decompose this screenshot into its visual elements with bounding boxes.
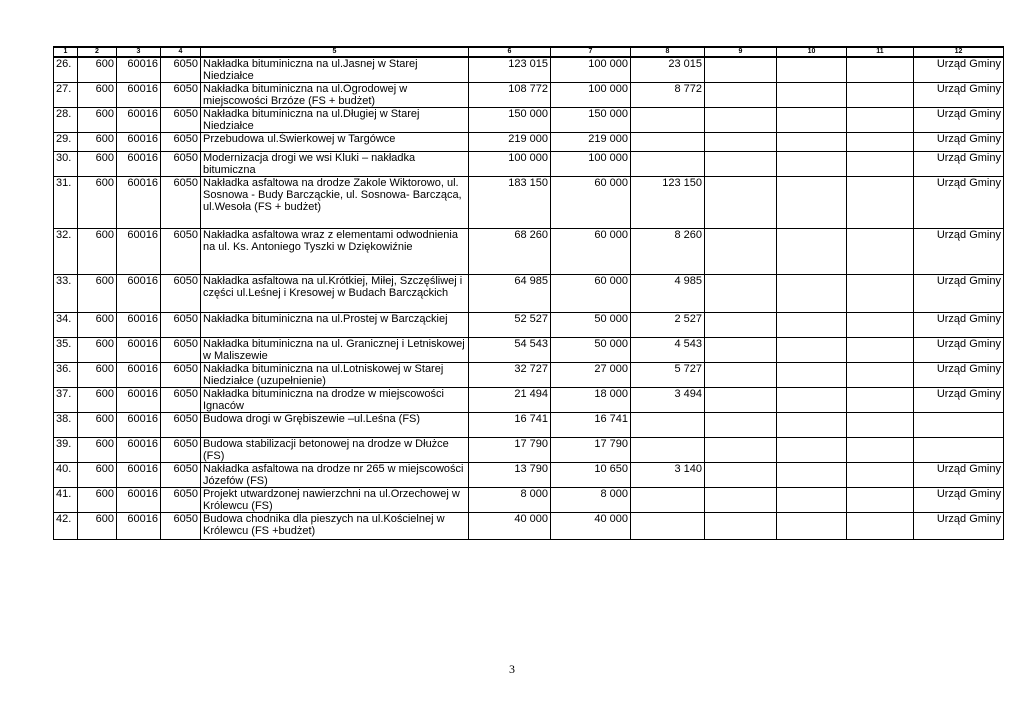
description-cell: Nakładka bituminiczna na ul. Granicznej i Letniskowej w Maliszewie	[201, 338, 469, 363]
paragraf-cell: 6050	[161, 108, 201, 133]
paragraf-cell: 6050	[161, 463, 201, 488]
amount-col11-cell	[847, 275, 914, 313]
unit-cell: Urząd Gminy	[914, 57, 1004, 83]
amount-col9-cell	[705, 229, 777, 275]
column-number-header	[54, 47, 1004, 57]
amount-col10-cell	[777, 57, 847, 83]
description-cell: Modernizacja drogi we wsi Kluki – nakładka bitumiczna	[201, 152, 469, 177]
row-number-cell: 34.	[54, 313, 78, 338]
amount-col10-cell	[777, 275, 847, 313]
paragraf-cell: 6050	[161, 133, 201, 152]
rozdzial-cell: 60016	[117, 313, 161, 338]
header-cell: 5	[201, 47, 469, 57]
table-row	[54, 313, 1004, 338]
rozdzial-cell: 60016	[117, 83, 161, 108]
amount-col9-cell	[705, 413, 777, 438]
paragraf-cell: 6050	[161, 177, 201, 229]
amount-col11-cell	[847, 388, 914, 413]
amount-2008-cell: 219 000	[551, 133, 631, 152]
amount-other-cell	[631, 438, 705, 463]
amount-2008-cell: 60 000	[551, 229, 631, 275]
amount-col9-cell	[705, 363, 777, 388]
table-row	[54, 438, 1004, 463]
table-row	[54, 338, 1004, 363]
table-row	[54, 229, 1004, 275]
paragraf-cell: 6050	[161, 313, 201, 338]
amount-total-cell: 150 000	[469, 108, 551, 133]
amount-2008-cell: 60 000	[551, 275, 631, 313]
amount-other-cell	[631, 152, 705, 177]
unit-cell: Urząd Gminy	[914, 108, 1004, 133]
row-number-cell: 36.	[54, 363, 78, 388]
amount-col9-cell	[705, 133, 777, 152]
header-cell: 12	[914, 47, 1004, 57]
amount-2008-cell: 16 741	[551, 413, 631, 438]
dzial-cell: 600	[78, 363, 117, 388]
header-cell: 8	[631, 47, 705, 57]
amount-2008-cell: 100 000	[551, 152, 631, 177]
rozdzial-cell: 60016	[117, 177, 161, 229]
amount-2008-cell: 18 000	[551, 388, 631, 413]
header-cell: 3	[117, 47, 161, 57]
paragraf-cell: 6050	[161, 57, 201, 83]
amount-2008-cell: 40 000	[551, 513, 631, 540]
rozdzial-cell: 60016	[117, 133, 161, 152]
dzial-cell: 600	[78, 177, 117, 229]
amount-col10-cell	[777, 488, 847, 513]
paragraf-cell: 6050	[161, 513, 201, 540]
paragraf-cell: 6050	[161, 413, 201, 438]
amount-col11-cell	[847, 438, 914, 463]
amount-col10-cell	[777, 438, 847, 463]
table-row	[54, 388, 1004, 413]
amount-total-cell: 64 985	[469, 275, 551, 313]
header-cell: 9	[705, 47, 777, 57]
row-number-cell: 37.	[54, 388, 78, 413]
rozdzial-cell: 60016	[117, 388, 161, 413]
paragraf-cell: 6050	[161, 338, 201, 363]
rozdzial-cell: 60016	[117, 338, 161, 363]
page-number: 3	[509, 662, 515, 676]
amount-2008-cell: 100 000	[551, 83, 631, 108]
amount-2008-cell: 50 000	[551, 338, 631, 363]
description-cell: Nakładka asfaltowa wraz z elementami odwodnienia na ul. Ks. Antoniego Tyszki w Dziękowiźnie	[201, 229, 469, 275]
dzial-cell: 600	[78, 108, 117, 133]
amount-other-cell	[631, 513, 705, 540]
amount-col10-cell	[777, 133, 847, 152]
amount-other-cell: 8 772	[631, 83, 705, 108]
dzial-cell: 600	[78, 388, 117, 413]
amount-total-cell: 32 727	[469, 363, 551, 388]
amount-other-cell: 8 260	[631, 229, 705, 275]
description-cell: Nakładka bituminiczna na ul.Jasnej w Starej Niedziałce	[201, 57, 469, 83]
amount-total-cell: 16 741	[469, 413, 551, 438]
amount-col10-cell	[777, 413, 847, 438]
amount-total-cell: 68 260	[469, 229, 551, 275]
unit-cell: Urząd Gminy	[914, 488, 1004, 513]
amount-col9-cell	[705, 57, 777, 83]
table-row	[54, 177, 1004, 229]
amount-2008-cell: 50 000	[551, 313, 631, 338]
amount-total-cell: 52 527	[469, 313, 551, 338]
amount-other-cell	[631, 133, 705, 152]
dzial-cell: 600	[78, 438, 117, 463]
paragraf-cell: 6050	[161, 438, 201, 463]
description-cell: Nakładka bituminiczna na ul.Prostej w Barcząckiej	[201, 313, 469, 338]
amount-2008-cell: 150 000	[551, 108, 631, 133]
amount-col11-cell	[847, 177, 914, 229]
dzial-cell: 600	[78, 463, 117, 488]
rozdzial-cell: 60016	[117, 438, 161, 463]
description-cell: Budowa chodnika dla pieszych na ul.Kościelnej w Królewcu (FS +budżet)	[201, 513, 469, 540]
amount-col11-cell	[847, 229, 914, 275]
row-number-cell: 29.	[54, 133, 78, 152]
table-row	[54, 363, 1004, 388]
amount-col10-cell	[777, 388, 847, 413]
row-number-cell: 26.	[54, 57, 78, 83]
table-row	[54, 463, 1004, 488]
unit-cell: Urząd Gminy	[914, 338, 1004, 363]
row-number-cell: 28.	[54, 108, 78, 133]
amount-total-cell: 183 150	[469, 177, 551, 229]
amount-total-cell: 54 543	[469, 338, 551, 363]
amount-col11-cell	[847, 152, 914, 177]
amount-col9-cell	[705, 275, 777, 313]
row-number-cell: 35.	[54, 338, 78, 363]
amount-col11-cell	[847, 57, 914, 83]
header-cell: 4	[161, 47, 201, 57]
amount-col9-cell	[705, 313, 777, 338]
amount-other-cell: 123 150	[631, 177, 705, 229]
amount-total-cell: 219 000	[469, 133, 551, 152]
table-row	[54, 108, 1004, 133]
table-row	[54, 152, 1004, 177]
paragraf-cell: 6050	[161, 363, 201, 388]
unit-cell: Urząd Gminy	[914, 229, 1004, 275]
amount-other-cell: 23 015	[631, 57, 705, 83]
amount-other-cell: 2 527	[631, 313, 705, 338]
row-number-cell: 38.	[54, 413, 78, 438]
unit-cell: Urząd Gminy	[914, 363, 1004, 388]
amount-col9-cell	[705, 513, 777, 540]
amount-col10-cell	[777, 177, 847, 229]
table-row	[54, 488, 1004, 513]
amount-col10-cell	[777, 463, 847, 488]
amount-col9-cell	[705, 338, 777, 363]
header-cell: 10	[777, 47, 847, 57]
header-cell: 2	[78, 47, 117, 57]
description-cell: Nakładka asfaltowa na drodze nr 265 w miejscowości Józefów (FS)	[201, 463, 469, 488]
amount-col11-cell	[847, 363, 914, 388]
amount-col10-cell	[777, 363, 847, 388]
dzial-cell: 600	[78, 313, 117, 338]
paragraf-cell: 6050	[161, 83, 201, 108]
description-cell: Budowa drogi w Grębiszewie –ul.Leśna (FS)	[201, 413, 469, 438]
dzial-cell: 600	[78, 275, 117, 313]
description-cell: Nakładka bituminiczna na ul.Długiej w Starej Niedziałce	[201, 108, 469, 133]
amount-col9-cell	[705, 83, 777, 108]
amount-total-cell: 13 790	[469, 463, 551, 488]
amount-total-cell: 8 000	[469, 488, 551, 513]
unit-cell: Urząd Gminy	[914, 133, 1004, 152]
investment-table	[53, 46, 1004, 540]
description-cell: Nakładka bituminiczna na ul.Lotniskowej w Starej Niedziałce (uzupełnienie)	[201, 363, 469, 388]
header-cell: 7	[551, 47, 631, 57]
unit-cell: Urząd Gminy	[914, 83, 1004, 108]
dzial-cell: 600	[78, 513, 117, 540]
dzial-cell: 600	[78, 229, 117, 275]
row-number-cell: 42.	[54, 513, 78, 540]
amount-other-cell: 4 985	[631, 275, 705, 313]
table-row	[54, 275, 1004, 313]
amount-2008-cell: 27 000	[551, 363, 631, 388]
amount-total-cell: 40 000	[469, 513, 551, 540]
unit-cell: Urząd Gminy	[914, 152, 1004, 177]
amount-col10-cell	[777, 229, 847, 275]
dzial-cell: 600	[78, 338, 117, 363]
amount-other-cell: 5 727	[631, 363, 705, 388]
unit-cell: Urząd Gminy	[914, 463, 1004, 488]
description-cell: Nakładka asfaltowa na ul.Krótkiej, Miłej, Szczęśliwej i części ul.Leśnej i Kresowej w Budach Barcząckich	[201, 275, 469, 313]
unit-cell	[914, 438, 1004, 463]
amount-col9-cell	[705, 108, 777, 133]
paragraf-cell: 6050	[161, 388, 201, 413]
table-row	[54, 83, 1004, 108]
rozdzial-cell: 60016	[117, 463, 161, 488]
row-number-cell: 31.	[54, 177, 78, 229]
unit-cell: Urząd Gminy	[914, 313, 1004, 338]
rozdzial-cell: 60016	[117, 413, 161, 438]
paragraf-cell: 6050	[161, 275, 201, 313]
amount-col11-cell	[847, 488, 914, 513]
row-number-cell: 32.	[54, 229, 78, 275]
amount-total-cell: 123 015	[469, 57, 551, 83]
table-row	[54, 513, 1004, 540]
amount-2008-cell: 100 000	[551, 57, 631, 83]
dzial-cell: 600	[78, 413, 117, 438]
description-cell: Przebudowa ul.Świerkowej w Targówce	[201, 133, 469, 152]
amount-col9-cell	[705, 463, 777, 488]
description-cell: Nakładka asfaltowa na drodze Zakole Wiktorowo, ul. Sosnowa - Budy Barcząckie, ul. Sosnowa- Barcząca, ul.Wesoła (FS + budżet)	[201, 177, 469, 229]
row-number-cell: 30.	[54, 152, 78, 177]
dzial-cell: 600	[78, 83, 117, 108]
amount-col9-cell	[705, 438, 777, 463]
amount-col11-cell	[847, 463, 914, 488]
amount-col10-cell	[777, 152, 847, 177]
unit-cell	[914, 413, 1004, 438]
unit-cell: Urząd Gminy	[914, 275, 1004, 313]
paragraf-cell: 6050	[161, 152, 201, 177]
dzial-cell: 600	[78, 57, 117, 83]
amount-col10-cell	[777, 83, 847, 108]
amount-col11-cell	[847, 413, 914, 438]
amount-total-cell: 100 000	[469, 152, 551, 177]
rozdzial-cell: 60016	[117, 513, 161, 540]
amount-col9-cell	[705, 152, 777, 177]
rozdzial-cell: 60016	[117, 108, 161, 133]
amount-col11-cell	[847, 338, 914, 363]
amount-col11-cell	[847, 83, 914, 108]
amount-col10-cell	[777, 108, 847, 133]
rozdzial-cell: 60016	[117, 152, 161, 177]
amount-col10-cell	[777, 313, 847, 338]
table-row	[54, 413, 1004, 438]
amount-col10-cell	[777, 338, 847, 363]
amount-other-cell	[631, 488, 705, 513]
paragraf-cell: 6050	[161, 229, 201, 275]
unit-cell: Urząd Gminy	[914, 177, 1004, 229]
row-number-cell: 41.	[54, 488, 78, 513]
amount-col11-cell	[847, 133, 914, 152]
amount-2008-cell: 10 650	[551, 463, 631, 488]
paragraf-cell: 6050	[161, 488, 201, 513]
amount-total-cell: 21 494	[469, 388, 551, 413]
amount-total-cell: 17 790	[469, 438, 551, 463]
amount-2008-cell: 60 000	[551, 177, 631, 229]
amount-other-cell: 3 140	[631, 463, 705, 488]
rozdzial-cell: 60016	[117, 229, 161, 275]
row-number-cell: 33.	[54, 275, 78, 313]
amount-other-cell	[631, 413, 705, 438]
amount-col9-cell	[705, 488, 777, 513]
amount-col11-cell	[847, 313, 914, 338]
header-cell: 11	[847, 47, 914, 57]
rozdzial-cell: 60016	[117, 363, 161, 388]
amount-2008-cell: 17 790	[551, 438, 631, 463]
amount-col9-cell	[705, 177, 777, 229]
row-number-cell: 27.	[54, 83, 78, 108]
rozdzial-cell: 60016	[117, 57, 161, 83]
table-row	[54, 133, 1004, 152]
amount-col11-cell	[847, 108, 914, 133]
amount-total-cell: 108 772	[469, 83, 551, 108]
dzial-cell: 600	[78, 133, 117, 152]
dzial-cell: 600	[78, 152, 117, 177]
unit-cell: Urząd Gminy	[914, 513, 1004, 540]
amount-other-cell	[631, 108, 705, 133]
table-body	[54, 57, 1004, 540]
amount-other-cell: 3 494	[631, 388, 705, 413]
amount-2008-cell: 8 000	[551, 488, 631, 513]
dzial-cell: 600	[78, 488, 117, 513]
header-cell: 6	[469, 47, 551, 57]
description-cell: Budowa stabilizacji betonowej na drodze w Dłużce (FS)	[201, 438, 469, 463]
row-number-cell: 40.	[54, 463, 78, 488]
description-cell: Nakładka bituminiczna na drodze w miejscowości Ignaców	[201, 388, 469, 413]
unit-cell: Urząd Gminy	[914, 388, 1004, 413]
amount-col9-cell	[705, 388, 777, 413]
row-number-cell: 39.	[54, 438, 78, 463]
description-cell: Projekt utwardzonej nawierzchni na ul.Orzechowej w Królewcu (FS)	[201, 488, 469, 513]
header-cell: 1	[54, 47, 78, 57]
rozdzial-cell: 60016	[117, 488, 161, 513]
amount-col10-cell	[777, 513, 847, 540]
amount-other-cell: 4 543	[631, 338, 705, 363]
description-cell: Nakładka bituminiczna na ul.Ogrodowej w miejscowości Brzóze (FS + budżet)	[201, 83, 469, 108]
amount-col11-cell	[847, 513, 914, 540]
rozdzial-cell: 60016	[117, 275, 161, 313]
table-row	[54, 57, 1004, 83]
